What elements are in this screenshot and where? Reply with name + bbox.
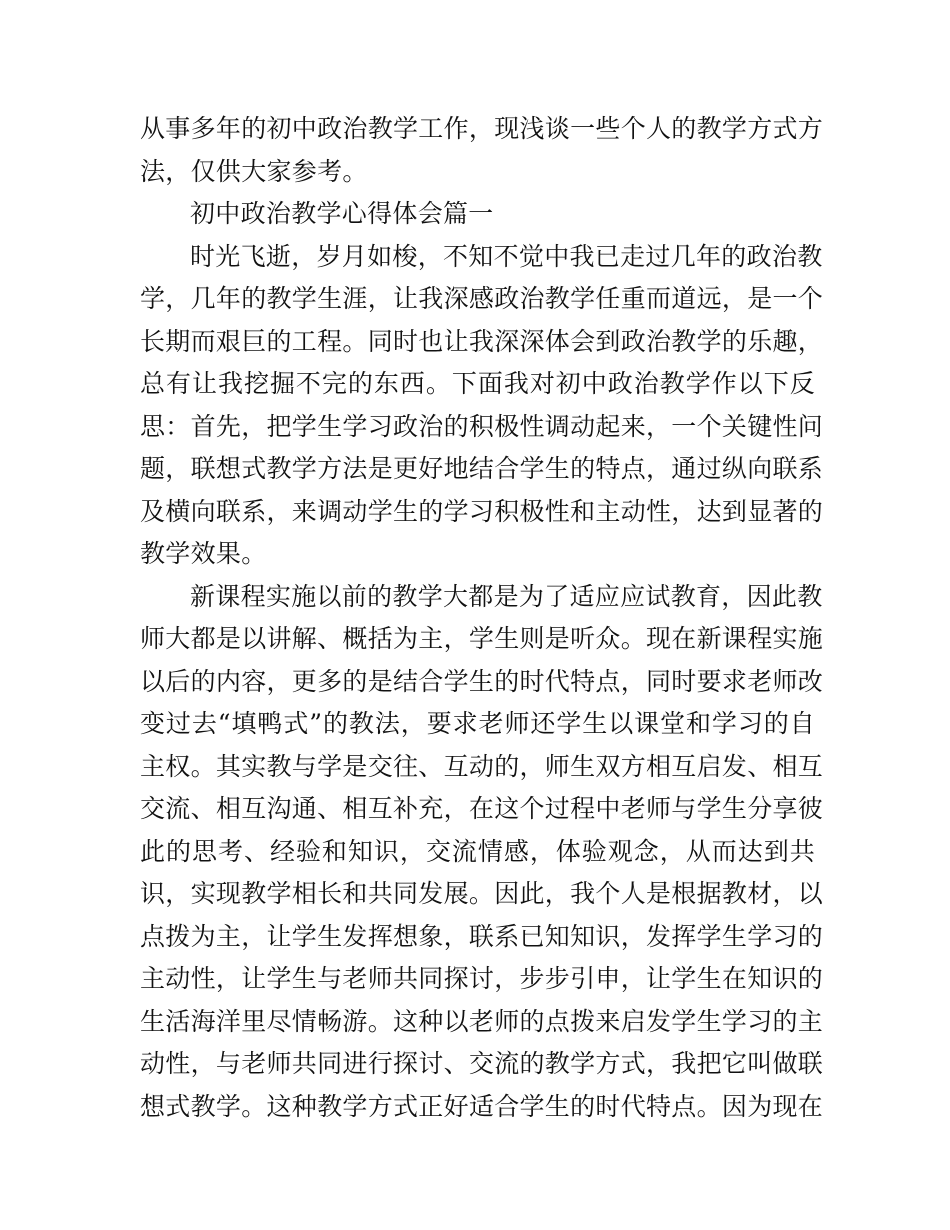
text-line: 总有让我挖掘不完的东西。下面我对初中政治教学作以下反 [140, 369, 815, 398]
text-line: 时光飞逝，岁月如梭，不知不觉中我已走过几年的政治教 [190, 241, 823, 271]
body-text [140, 108, 824, 1128]
text-line: 主权。其实教与学是交往、互动的，师生双方相互启发、相互 [140, 751, 824, 781]
text-line: 变过去“填鸭式”的教法，要求老师还学生以课堂和学习的自 [140, 709, 815, 738]
text-line: 主动性，让学生与老师共同探讨，步步引申，让学生在知识的 [140, 964, 824, 993]
text-line: 点拨为主，让学生发挥想象，联系已知知识，发挥学生学习的 [140, 921, 824, 951]
text-line: 学，几年的教学生涯，让我深感政治教学任重而道远，是一个 [140, 284, 824, 313]
text-line: 及横向联系，来调动学生的学习积极性和主动性，达到显著的 [140, 496, 824, 526]
text-line: 动性，与老师共同进行探讨、交流的教学方式，我把它叫做联 [140, 1049, 824, 1078]
text-line: 想式教学。这种教学方式正好适合学生的时代特点。因为现在 [140, 1091, 824, 1121]
text-line: 师大都是以讲解、概括为主，学生则是听众。现在新课程实施 [140, 624, 824, 653]
text-line: 题，联想式教学方法是更好地结合学生的特点，通过纵向联系 [140, 454, 824, 483]
text-line: 此的思考、经验和知识，交流情感，体验观念，从而达到共 [140, 836, 815, 866]
text-line: 以后的内容，更多的是结合学生的时代特点，同时要求老师改 [140, 666, 824, 696]
text-line: 从事多年的初中政治教学工作，现浅谈一些个人的教学方式方 [140, 114, 824, 143]
text-line: 法，仅供大家参考。 [140, 156, 368, 186]
text-line: 交流、相互沟通、相互补充，在这个过程中老师与学生分享彼 [140, 794, 824, 823]
text-line: 生活海洋里尽情畅游。这种以老师的点拨来启发学生学习的主 [140, 1006, 824, 1036]
text-line: 思：首先，把学生学习政治的积极性调动起来，一个关键性问 [140, 411, 824, 441]
text-line: 识，实现教学相长和共同发展。因此，我个人是根据教材，以 [140, 879, 824, 908]
section-heading: 初中政治教学心得体会篇一 [190, 199, 494, 228]
text-line: 长期而艰巨的工程。同时也让我深深体会到政治教学的乐趣， [140, 326, 824, 356]
text-line: 新课程实施以前的教学大都是为了适应应试教育，因此教 [190, 581, 823, 611]
text-line: 教学效果。 [140, 539, 267, 568]
